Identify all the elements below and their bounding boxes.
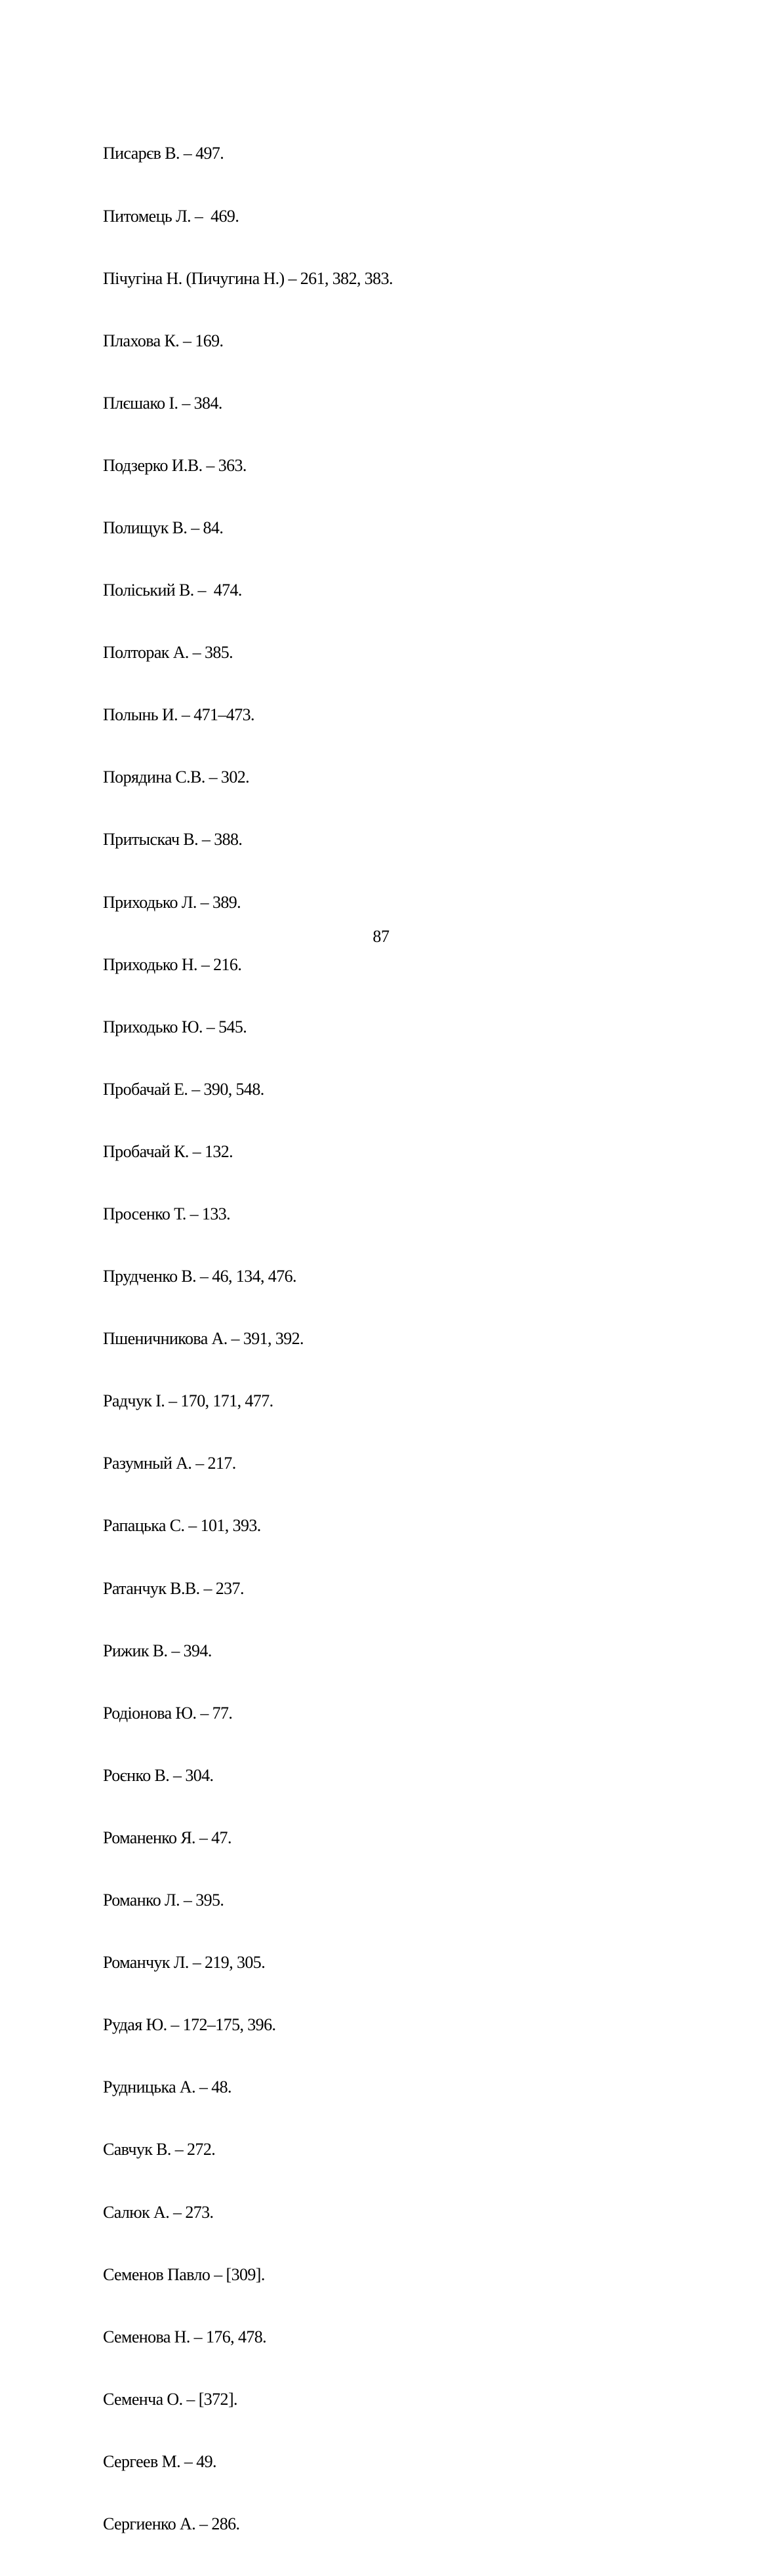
index-entry: Прудченко В. – 46, 134, 476. — [103, 1267, 296, 1286]
name-index-list — [103, 102, 393, 2576]
index-entry: Рудницька А. – 48. — [103, 2077, 231, 2097]
index-entry: Родіонова Ю. – 77. — [103, 1703, 233, 1723]
index-entry: Полынь И. – 471–473. — [103, 705, 254, 725]
index-entry: Притыскач В. – 388. — [103, 830, 243, 849]
index-entry: Приходько Ю. – 545. — [103, 1017, 247, 1036]
index-entry: Семенча О. – [372]. — [103, 2389, 237, 2409]
index-entry: Полищук В. – 84. — [103, 518, 224, 537]
index-entry: Салюк А. – 273. — [103, 2202, 214, 2222]
index-entry: Рижик В. – 394. — [103, 1641, 212, 1660]
index-entry: Приходько Л. – 389. — [103, 892, 241, 912]
index-entry: Питомець Л. – 469. — [103, 206, 239, 226]
index-entry: Приходько Н. – 216. — [103, 954, 242, 974]
index-entry: Пшеничникова А. – 391, 392. — [103, 1329, 304, 1349]
index-entry: Плахова К. – 169. — [103, 331, 224, 350]
index-entry: Пробачай Е. – 390, 548. — [103, 1079, 264, 1099]
index-entry: Писарєв В. – 497. — [103, 144, 224, 163]
index-entry: Ратанчук В.В. – 237. — [103, 1578, 244, 1598]
page-number: 87 — [372, 927, 390, 946]
index-entry: Полторак А. – 385. — [103, 643, 233, 663]
index-entry: Плєшако І. – 384. — [103, 393, 222, 413]
index-entry: Пробачай К. – 132. — [103, 1141, 233, 1161]
index-entry: Сергеев М. – 49. — [103, 2451, 216, 2471]
index-entry: Разумный А. – 217. — [103, 1454, 236, 1473]
index-entry: Сергиенко А. – 286. — [103, 2514, 240, 2533]
index-entry: Романко Л. – 395. — [103, 1891, 224, 1910]
index-entry: Поліський В. – 474. — [103, 581, 242, 600]
index-entry: Подзерко И.В. – 363. — [103, 455, 247, 475]
index-entry: Радчук І. – 170, 171, 477. — [103, 1391, 273, 1411]
index-entry: Семенов Павло – [309]. — [103, 2264, 265, 2284]
index-entry: Романчук Л. – 219, 305. — [103, 1953, 266, 1973]
index-entry: Рудая Ю. – 172–175, 396. — [103, 2015, 276, 2035]
index-entry: Роєнко В. – 304. — [103, 1765, 214, 1785]
index-entry: Романенко Я. – 47. — [103, 1828, 231, 1847]
index-entry: Просенко Т. – 133. — [103, 1204, 231, 1223]
index-entry: Савчук В. – 272. — [103, 2140, 216, 2159]
index-entry: Рапацька С. – 101, 393. — [103, 1516, 261, 1536]
index-entry: Порядина С.В. – 302. — [103, 767, 250, 787]
index-entry: Пічугіна Н. (Пичугина Н.) – 261, 382, 383. — [103, 268, 393, 288]
index-entry: Семенова Н. – 176, 478. — [103, 2327, 267, 2346]
